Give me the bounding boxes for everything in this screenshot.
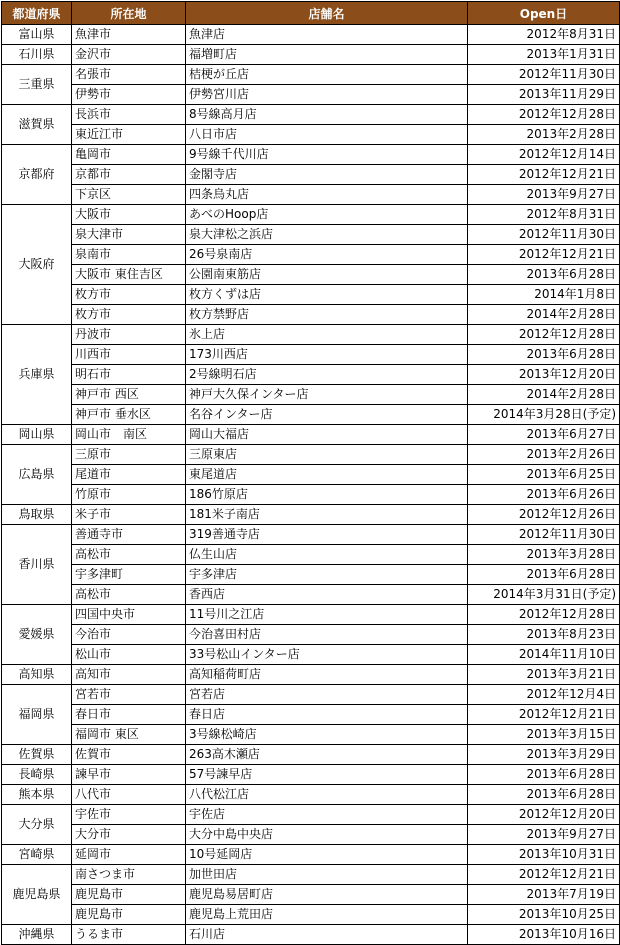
open-date-cell: 2014年3月31日(予定) xyxy=(468,585,620,605)
table-row xyxy=(2,605,620,625)
prefecture-cell: 宮崎県 xyxy=(2,845,72,865)
store-name-cell: 石川店 xyxy=(186,925,468,945)
table-row xyxy=(2,145,620,165)
store-name-cell: 枚方くずは店 xyxy=(186,285,468,305)
location-cell: 名張市 xyxy=(72,65,186,85)
open-date-cell: 2013年1月31日 xyxy=(468,45,620,65)
table-row xyxy=(2,525,620,545)
location-cell: 善通寺市 xyxy=(72,525,186,545)
store-name-cell: 9号線千代川店 xyxy=(186,145,468,165)
table-row xyxy=(2,645,620,665)
table-row xyxy=(2,565,620,585)
location-cell: 金沢市 xyxy=(72,45,186,65)
store-name-cell: 岡山大福店 xyxy=(186,425,468,445)
prefecture-cell: 富山県 xyxy=(2,25,72,45)
table-row xyxy=(2,125,620,145)
open-date-cell: 2013年8月23日 xyxy=(468,625,620,645)
open-date-cell: 2012年8月31日 xyxy=(468,205,620,225)
table-row xyxy=(2,405,620,425)
store-table xyxy=(1,1,620,945)
store-name-cell: 181米子南店 xyxy=(186,505,468,525)
table-row xyxy=(2,685,620,705)
table-row xyxy=(2,625,620,645)
location-cell: 枚方市 xyxy=(72,285,186,305)
store-name-cell: 26号泉南店 xyxy=(186,245,468,265)
header-store-name: 店舗名 xyxy=(186,2,468,25)
store-name-cell: 8号線高月店 xyxy=(186,105,468,125)
location-cell: 尾道市 xyxy=(72,465,186,485)
table-row xyxy=(2,445,620,465)
open-date-cell: 2013年3月21日 xyxy=(468,665,620,685)
location-cell: 京都市 xyxy=(72,165,186,185)
open-date-cell: 2013年3月15日 xyxy=(468,725,620,745)
open-date-cell: 2013年6月26日 xyxy=(468,485,620,505)
location-cell: 春日市 xyxy=(72,705,186,725)
store-name-cell: 魚津店 xyxy=(186,25,468,45)
open-date-cell: 2013年9月27日 xyxy=(468,825,620,845)
location-cell: 高松市 xyxy=(72,585,186,605)
store-name-cell: 枚方禁野店 xyxy=(186,305,468,325)
table-row xyxy=(2,585,620,605)
table-row xyxy=(2,885,620,905)
store-name-cell: 3号線松崎店 xyxy=(186,725,468,745)
open-date-cell: 2013年2月28日 xyxy=(468,125,620,145)
open-date-cell: 2012年12月21日 xyxy=(468,865,620,885)
location-cell: 今治市 xyxy=(72,625,186,645)
store-name-cell: 33号松山インター店 xyxy=(186,645,468,665)
location-cell: 米子市 xyxy=(72,505,186,525)
prefecture-cell: 沖縄県 xyxy=(2,925,72,945)
store-name-cell: 宇多津店 xyxy=(186,565,468,585)
open-date-cell: 2014年2月28日 xyxy=(468,385,620,405)
table-row xyxy=(2,345,620,365)
table-row xyxy=(2,385,620,405)
prefecture-cell: 福岡県 xyxy=(2,685,72,745)
prefecture-cell: 大分県 xyxy=(2,805,72,845)
location-cell: 宇多津町 xyxy=(72,565,186,585)
table-row xyxy=(2,845,620,865)
location-cell: 鹿児島市 xyxy=(72,905,186,925)
store-name-cell: 57号諫早店 xyxy=(186,765,468,785)
store-name-cell: 173川西店 xyxy=(186,345,468,365)
open-date-cell: 2012年12月28日 xyxy=(468,605,620,625)
open-date-cell: 2012年12月28日 xyxy=(468,105,620,125)
open-date-cell: 2013年12月20日 xyxy=(468,365,620,385)
location-cell: 神戸市 垂水区 xyxy=(72,405,186,425)
open-date-cell: 2014年2月28日 xyxy=(468,305,620,325)
table-row xyxy=(2,365,620,385)
store-name-cell: 香西店 xyxy=(186,585,468,605)
prefecture-cell: 愛媛県 xyxy=(2,605,72,665)
table-row xyxy=(2,785,620,805)
location-cell: 泉大津市 xyxy=(72,225,186,245)
store-name-cell: 186竹原店 xyxy=(186,485,468,505)
open-date-cell: 2014年1月8日 xyxy=(468,285,620,305)
prefecture-cell: 石川県 xyxy=(2,45,72,65)
open-date-cell: 2013年6月28日 xyxy=(468,765,620,785)
table-row xyxy=(2,165,620,185)
open-date-cell: 2013年3月29日 xyxy=(468,745,620,765)
header-open-date: Open日 xyxy=(468,2,620,25)
open-date-cell: 2013年11月29日 xyxy=(468,85,620,105)
location-cell: 大阪市 xyxy=(72,205,186,225)
location-cell: 魚津市 xyxy=(72,25,186,45)
store-name-cell: 263高木瀬店 xyxy=(186,745,468,765)
open-date-cell: 2013年10月31日 xyxy=(468,845,620,865)
table-row xyxy=(2,745,620,765)
location-cell: 松山市 xyxy=(72,645,186,665)
location-cell: 竹原市 xyxy=(72,485,186,505)
store-name-cell: 公園南東筋店 xyxy=(186,265,468,285)
prefecture-cell: 香川県 xyxy=(2,525,72,605)
header-row xyxy=(2,2,620,25)
table-row xyxy=(2,465,620,485)
store-name-cell: 四条烏丸店 xyxy=(186,185,468,205)
location-cell: 宮若市 xyxy=(72,685,186,705)
prefecture-cell: 兵庫県 xyxy=(2,325,72,425)
store-name-cell: 鹿児島易居町店 xyxy=(186,885,468,905)
store-name-cell: 2号線明石店 xyxy=(186,365,468,385)
open-date-cell: 2013年6月28日 xyxy=(468,565,620,585)
prefecture-cell: 岡山県 xyxy=(2,425,72,445)
table-row xyxy=(2,505,620,525)
store-name-cell: 今治喜田村店 xyxy=(186,625,468,645)
open-date-cell: 2013年6月27日 xyxy=(468,425,620,445)
open-date-cell: 2013年3月28日 xyxy=(468,545,620,565)
prefecture-cell: 高知県 xyxy=(2,665,72,685)
location-cell: 福岡市 東区 xyxy=(72,725,186,745)
location-cell: 諫早市 xyxy=(72,765,186,785)
table-row xyxy=(2,225,620,245)
store-name-cell: 名谷インター店 xyxy=(186,405,468,425)
open-date-cell: 2012年12月21日 xyxy=(468,165,620,185)
location-cell: 丹波市 xyxy=(72,325,186,345)
open-date-cell: 2012年12月4日 xyxy=(468,685,620,705)
store-name-cell: 11号川之江店 xyxy=(186,605,468,625)
store-name-cell: 伊勢宮川店 xyxy=(186,85,468,105)
open-date-cell: 2012年11月30日 xyxy=(468,225,620,245)
location-cell: 南さつま市 xyxy=(72,865,186,885)
table-row xyxy=(2,725,620,745)
location-cell: 亀岡市 xyxy=(72,145,186,165)
open-date-cell: 2012年11月30日 xyxy=(468,65,620,85)
open-date-cell: 2013年6月25日 xyxy=(468,465,620,485)
header-prefecture: 都道府県 xyxy=(2,2,72,25)
store-name-cell: 桔梗が丘店 xyxy=(186,65,468,85)
prefecture-cell: 鳥取県 xyxy=(2,505,72,525)
store-name-cell: 大分中島中央店 xyxy=(186,825,468,845)
prefecture-cell: 鹿児島県 xyxy=(2,865,72,925)
location-cell: 岡山市 南区 xyxy=(72,425,186,445)
table-row xyxy=(2,305,620,325)
header-location: 所在地 xyxy=(72,2,186,25)
table-row xyxy=(2,765,620,785)
store-name-cell: 仏生山店 xyxy=(186,545,468,565)
prefecture-cell: 京都府 xyxy=(2,145,72,205)
table-row xyxy=(2,425,620,445)
location-cell: 泉南市 xyxy=(72,245,186,265)
open-date-cell: 2013年2月26日 xyxy=(468,445,620,465)
prefecture-cell: 大阪府 xyxy=(2,205,72,325)
table-body xyxy=(2,25,620,945)
store-name-cell: 八日市店 xyxy=(186,125,468,145)
table-row xyxy=(2,65,620,85)
table-row xyxy=(2,545,620,565)
location-cell: 高松市 xyxy=(72,545,186,565)
open-date-cell: 2012年12月20日 xyxy=(468,805,620,825)
store-name-cell: 金閣寺店 xyxy=(186,165,468,185)
table-row xyxy=(2,865,620,885)
table-row xyxy=(2,185,620,205)
open-date-cell: 2013年6月28日 xyxy=(468,785,620,805)
open-date-cell: 2013年6月28日 xyxy=(468,265,620,285)
open-date-cell: 2012年11月30日 xyxy=(468,525,620,545)
store-name-cell: 氷上店 xyxy=(186,325,468,345)
location-cell: 神戸市 西区 xyxy=(72,385,186,405)
table-row xyxy=(2,85,620,105)
table-row xyxy=(2,265,620,285)
location-cell: 宇佐市 xyxy=(72,805,186,825)
store-name-cell: 鹿児島上荒田店 xyxy=(186,905,468,925)
table-row xyxy=(2,485,620,505)
open-date-cell: 2012年12月21日 xyxy=(468,245,620,265)
location-cell: 鹿児島市 xyxy=(72,885,186,905)
table-row xyxy=(2,285,620,305)
store-name-cell: 泉大津松之浜店 xyxy=(186,225,468,245)
store-name-cell: 加世田店 xyxy=(186,865,468,885)
location-cell: 佐賀市 xyxy=(72,745,186,765)
table-row xyxy=(2,805,620,825)
store-name-cell: 三原東店 xyxy=(186,445,468,465)
store-name-cell: 東尾道店 xyxy=(186,465,468,485)
store-name-cell: 八代松江店 xyxy=(186,785,468,805)
table-row xyxy=(2,705,620,725)
store-name-cell: 高知稲荷町店 xyxy=(186,665,468,685)
open-date-cell: 2012年12月21日 xyxy=(468,705,620,725)
location-cell: 下京区 xyxy=(72,185,186,205)
table-row xyxy=(2,905,620,925)
table-row xyxy=(2,245,620,265)
store-name-cell: 宇佐店 xyxy=(186,805,468,825)
open-date-cell: 2013年7月19日 xyxy=(468,885,620,905)
open-date-cell: 2014年11月10日 xyxy=(468,645,620,665)
table-row xyxy=(2,25,620,45)
table-row xyxy=(2,825,620,845)
location-cell: 八代市 xyxy=(72,785,186,805)
open-date-cell: 2012年12月26日 xyxy=(468,505,620,525)
location-cell: 大阪市 東住吉区 xyxy=(72,265,186,285)
location-cell: 延岡市 xyxy=(72,845,186,865)
open-date-cell: 2012年8月31日 xyxy=(468,25,620,45)
location-cell: 東近江市 xyxy=(72,125,186,145)
store-name-cell: 福増町店 xyxy=(186,45,468,65)
table-row xyxy=(2,325,620,345)
table-row xyxy=(2,665,620,685)
location-cell: 川西市 xyxy=(72,345,186,365)
location-cell: 長浜市 xyxy=(72,105,186,125)
store-name-cell: 宮若店 xyxy=(186,685,468,705)
location-cell: 三原市 xyxy=(72,445,186,465)
location-cell: うるま市 xyxy=(72,925,186,945)
store-name-cell: 319善通寺店 xyxy=(186,525,468,545)
open-date-cell: 2013年9月27日 xyxy=(468,185,620,205)
prefecture-cell: 広島県 xyxy=(2,445,72,505)
store-name-cell: 神戸大久保インター店 xyxy=(186,385,468,405)
store-name-cell: 春日店 xyxy=(186,705,468,725)
open-date-cell: 2014年3月28日(予定) xyxy=(468,405,620,425)
prefecture-cell: 佐賀県 xyxy=(2,745,72,765)
location-cell: 高知市 xyxy=(72,665,186,685)
location-cell: 大分市 xyxy=(72,825,186,845)
open-date-cell: 2012年12月14日 xyxy=(468,145,620,165)
location-cell: 枚方市 xyxy=(72,305,186,325)
store-name-cell: あべのHoop店 xyxy=(186,205,468,225)
table-row xyxy=(2,45,620,65)
prefecture-cell: 滋賀県 xyxy=(2,105,72,145)
open-date-cell: 2013年6月28日 xyxy=(468,345,620,365)
open-date-cell: 2013年10月16日 xyxy=(468,925,620,945)
prefecture-cell: 三重県 xyxy=(2,65,72,105)
prefecture-cell: 長崎県 xyxy=(2,765,72,785)
open-date-cell: 2012年12月28日 xyxy=(468,325,620,345)
location-cell: 明石市 xyxy=(72,365,186,385)
table-row xyxy=(2,925,620,945)
table-row xyxy=(2,105,620,125)
prefecture-cell: 熊本県 xyxy=(2,785,72,805)
store-name-cell: 10号延岡店 xyxy=(186,845,468,865)
open-date-cell: 2013年10月25日 xyxy=(468,905,620,925)
location-cell: 伊勢市 xyxy=(72,85,186,105)
table-row xyxy=(2,205,620,225)
location-cell: 四国中央市 xyxy=(72,605,186,625)
